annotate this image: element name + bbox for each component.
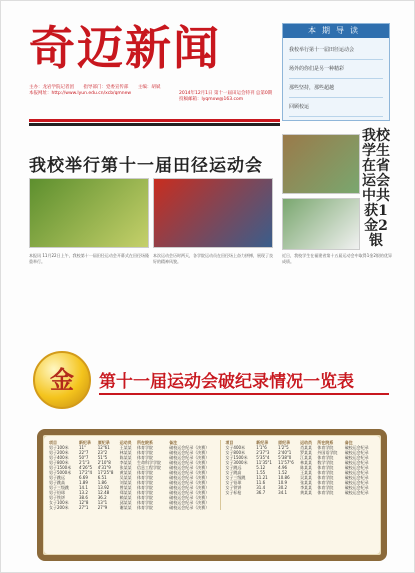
record-cell: 女子标枪 (221, 490, 255, 495)
record-cell: 女子铁饼 (221, 485, 255, 490)
col-item: 项目 (49, 440, 57, 445)
record-cell: 破校运会纪录 (344, 490, 369, 495)
record-cell: 体育学院 (137, 470, 153, 475)
record-cell: 破校运会纪录 (344, 475, 369, 480)
record-cell: 女子3000米 (221, 460, 255, 465)
main-headline: 我校举行第十一届田径运动会 (29, 156, 263, 176)
record-cell: 12.48 (97, 490, 110, 495)
record-cell: 体育学院 (137, 495, 153, 500)
record-cell: 38.6 (78, 495, 88, 500)
record-cell: 17'25"8 (97, 470, 114, 475)
record-cell: 生命科学学院 (137, 460, 161, 465)
record-cell: 吴某某 (119, 475, 132, 480)
record-cell: 罗某某 (300, 450, 313, 455)
record-cell: 体育学院 (317, 475, 334, 480)
record-cell: 破校运会纪录（决赛） (169, 460, 210, 465)
editor-label: 主编：胡斌 (137, 85, 161, 90)
article-text-3: 近日，我校学生在福建省第十五届运动会中取得1金2银的优异成绩。 (282, 253, 392, 264)
record-cell: 破校运会纪录（决赛） (169, 485, 210, 490)
col-college-right: 所在院系 (317, 440, 334, 445)
record-cell: 陈某某 (300, 465, 313, 470)
record-table-body (48, 445, 376, 510)
article-text-1: 本报讯 11月22日上午，我校第十一届田径运动会开幕式在田径场隆重举行。 (29, 253, 149, 264)
record-cell: 李某某 (119, 460, 132, 465)
record-headline: 第十一届运动会破纪录情况一览表 (99, 367, 389, 395)
record-cell: 肖某某 (300, 445, 313, 450)
record-cell: 体育学院 (137, 455, 153, 460)
record-cell: 34.1 (278, 490, 288, 495)
record-cell: 赖某某 (119, 495, 132, 500)
record-cell: 破校运会纪录（决赛） (169, 500, 210, 505)
record-cell: 陈某某 (119, 455, 132, 460)
medal-photo (282, 134, 360, 194)
issue-label: 2014年12月1日 第十一届田运会特刊 总第0期 (179, 91, 273, 96)
record-cell: 女子跳高 (221, 470, 255, 475)
record-cell: 破校运会纪录 (344, 485, 369, 490)
side-headline (361, 129, 391, 250)
record-cell: 破校运会纪录（决赛） (169, 470, 210, 475)
record-cell: 破校运会纪录（决赛） (169, 445, 210, 450)
record-cell: 36.7 (256, 490, 266, 495)
track-photo (282, 198, 360, 250)
record-cell: 1'2"5 (278, 445, 289, 450)
col-note-right: 备注 (344, 440, 353, 445)
record-cell: 男子三级跳 (49, 485, 69, 490)
record-cell: 王某某 (119, 445, 132, 450)
record-cell: 11.6 (256, 480, 266, 485)
col-old-right: 原纪录 (278, 440, 291, 445)
record-cell: 5'38"0 (278, 455, 292, 460)
record-cell: 30.2 (278, 485, 288, 490)
record-cell: 女子跳远 (221, 465, 255, 470)
guide-panel (282, 23, 390, 121)
record-cell: 体育学院 (137, 450, 153, 455)
record-cell: 女子400米 (221, 445, 255, 450)
record-cell: 10.9 (278, 480, 288, 485)
record-cell: 女子1500米 (221, 455, 255, 460)
record-cell: 27"1 (78, 505, 89, 510)
col-item-right: 项目 (221, 440, 255, 445)
article-text-2: 本次运动会历时两天，各学院运动员在田径场上奋力拼搏，展现了良好的精神风貌。 (153, 253, 273, 264)
ceremony-photo (153, 178, 273, 248)
record-cell: 郑某某 (119, 490, 132, 495)
record-cell: 女子800米 (221, 450, 255, 455)
record-cell: 2'37"3 (256, 450, 270, 455)
record-cell: 体育学院 (317, 485, 334, 490)
record-cell: 体育学院 (137, 480, 153, 485)
record-cell: 男子跳远 (49, 475, 65, 480)
email-label[interactable]: 投稿邮箱：lyqmxw@163.com (179, 97, 244, 102)
record-cell: 11'35"1 (256, 460, 272, 465)
record-table (48, 440, 376, 510)
masthead-title: 奇迈新闻 (29, 21, 221, 75)
record-cell: 破校运会纪录 (344, 455, 369, 460)
record-cell: 女子200米 (49, 505, 69, 510)
record-cell: 23"2 (97, 450, 108, 455)
record-cell: 1.52 (278, 470, 288, 475)
masthead-meta-right (179, 91, 279, 115)
record-cell: 50"7 (78, 455, 89, 460)
record-cell: 信息工程学院 (137, 465, 161, 470)
col-athlete: 运动员 (119, 440, 132, 445)
record-cell: 破校运会纪录 (344, 480, 369, 485)
record-cell (344, 505, 376, 510)
record-cell: 4'31"9 (97, 465, 111, 470)
record-cell: 男子200米 (49, 450, 69, 455)
record-cell: 体育学院 (317, 470, 334, 475)
gold-medal-icon: 金 (33, 351, 91, 409)
record-cell: 男子5000米 (49, 470, 72, 475)
record-cell (316, 505, 343, 510)
col-athlete-right: 运动员 (300, 440, 313, 445)
record-cell: 22"7 (78, 450, 89, 455)
record-cell: 10.86 (278, 475, 290, 480)
record-cell: 吴某某 (300, 475, 313, 480)
record-cell: 李某某 (300, 485, 313, 490)
col-college: 所在院系 (137, 440, 153, 445)
record-cell: 体育学院 (137, 490, 153, 495)
guide-list (283, 38, 389, 120)
record-cell: 林某某 (300, 460, 313, 465)
record-cell (277, 505, 299, 510)
record-cell: 谢某某 (119, 505, 132, 510)
record-cell (255, 505, 277, 510)
record-cell: 13.92 (97, 485, 110, 490)
record-cell (299, 505, 316, 510)
record-cell: 女子铅球 (221, 480, 255, 485)
guide-title: 本期导读 (283, 24, 389, 38)
record-cell: 11.21 (256, 475, 268, 480)
record-cell: 体育学院 (317, 465, 334, 470)
record-cell: 林某某 (119, 450, 132, 455)
record-row (48, 505, 376, 510)
record-cell: 外国语学院 (317, 450, 338, 455)
record-cell: 女子三级跳 (221, 475, 255, 480)
record-cell: 破校运会纪录（决赛） (169, 495, 210, 500)
record-cell: 破校运会纪录（决赛） (169, 455, 210, 460)
record-cell: 男子铁饼 (49, 495, 65, 500)
guide-item[interactable]: 场外的你们是另一种精彩 (289, 60, 383, 79)
record-cell: 黄某某 (300, 490, 313, 495)
record-cell: 破校运会纪录 (344, 460, 369, 465)
record-cell: 江某某 (300, 455, 313, 460)
record-cell: 12"8 (78, 500, 89, 505)
record-cell: 王某某 (300, 470, 313, 475)
record-cell: 体育学院 (137, 475, 153, 480)
record-cell: 破校运会纪录 (344, 465, 369, 470)
record-cell: 体育学院 (317, 445, 334, 450)
record-cell: 27"9 (97, 505, 108, 510)
record-cell: 破校运会纪录（决赛） (169, 475, 210, 480)
record-cell: 31.4 (256, 485, 266, 490)
record-cell: 4'26"5 (78, 465, 93, 470)
record-cell: 体育学院 (137, 500, 153, 505)
record-cell: 黄某某 (119, 470, 132, 475)
record-cell: 破校运会纪录（决赛） (169, 490, 210, 495)
record-cell: 11'57"6 (278, 460, 294, 465)
record-cell: 破校运会纪录（决赛） (169, 480, 210, 485)
guide-item[interactable]: 那些坚持，那些超越 (289, 79, 383, 98)
sponsor-label: 主办：龙岩学院记者团 (29, 85, 74, 90)
record-cell: 体育学院 (137, 485, 153, 490)
record-cell: 13.2 (78, 490, 88, 495)
record-cell: 4.96 (278, 465, 288, 470)
record-cell: 张某某 (119, 465, 132, 470)
record-cell: 2'1"3 (78, 460, 90, 465)
record-cell: 36.2 (97, 495, 107, 500)
record-cell: 11" (78, 445, 86, 450)
col-new-right: 新纪录 (256, 440, 269, 445)
guide-item[interactable]: 回顾校运 (289, 98, 383, 117)
record-cell: 12"61 (97, 445, 110, 450)
record-cell: 13"1 (97, 500, 108, 505)
website-label[interactable]: 本报网址：http://www.lyun.edu.cn/xcb/qmnew (29, 91, 132, 96)
record-cell: 1.89 (78, 480, 88, 485)
record-cell: 体育学院 (137, 505, 153, 510)
black-rule (29, 123, 280, 126)
record-cell: 2'10"8 (97, 460, 111, 465)
record-cell: 邱某某 (119, 500, 132, 505)
record-cell: 体育学院 (137, 445, 153, 450)
side-headline-text: 我校学生在省运会中共获1金2银 (362, 128, 390, 249)
record-cell: 6.69 (78, 475, 88, 480)
record-cell: 男子400米 (49, 455, 69, 460)
record-cell: 男子800米 (49, 460, 69, 465)
record-cell: 14.1 (78, 485, 88, 490)
record-cell: 体育学院 (317, 490, 334, 495)
record-cell: 刘某某 (119, 480, 132, 485)
record-cell (221, 505, 255, 510)
record-cell: 破校运会纪录 (344, 445, 369, 450)
record-cell: 6.51 (97, 475, 107, 480)
record-cell: 女子100米 (49, 500, 69, 505)
record-cell: 张某某 (300, 480, 313, 485)
record-cell: 破校运会纪录（决赛） (169, 465, 210, 470)
record-cell: 5.12 (256, 465, 266, 470)
record-cell: 破校运会纪录 (344, 450, 369, 455)
record-cell: 17'2"4 (78, 470, 93, 475)
record-cell: 破校运会纪录（决赛） (169, 450, 210, 455)
record-cell: 破校运会纪录 (344, 470, 369, 475)
record-cell: 男子100米 (49, 445, 69, 450)
record-cell: 体育学院 (317, 455, 334, 460)
record-cell: 曾某某 (119, 485, 132, 490)
record-table-container (44, 436, 380, 554)
record-cell: 51"5 (97, 455, 108, 460)
col-new: 新纪录 (78, 440, 91, 445)
record-cell: 体育学院 (317, 480, 334, 485)
record-cell: 破校运会纪录（决赛） (169, 505, 210, 510)
record-cell: 男子铅球 (49, 490, 65, 495)
record-cell: 1.55 (256, 470, 266, 475)
record-cell: 男子1500米 (49, 465, 72, 470)
col-note: 备注 (169, 440, 178, 445)
record-cell: 数学学院 (317, 460, 334, 465)
director-label: 指导部门：党委宣传部 (83, 85, 129, 90)
record-cell: 5'35"4 (256, 455, 270, 460)
col-old: 原纪录 (97, 440, 110, 445)
record-cell: 1'1"6 (256, 445, 267, 450)
record-cell: 男子跳高 (49, 480, 65, 485)
record-cell: 2'40"1 (278, 450, 292, 455)
opening-photo (29, 178, 149, 248)
guide-item[interactable]: 我校举行第十一届田径运动会 (289, 41, 383, 60)
record-cell: 1.86 (97, 480, 107, 485)
